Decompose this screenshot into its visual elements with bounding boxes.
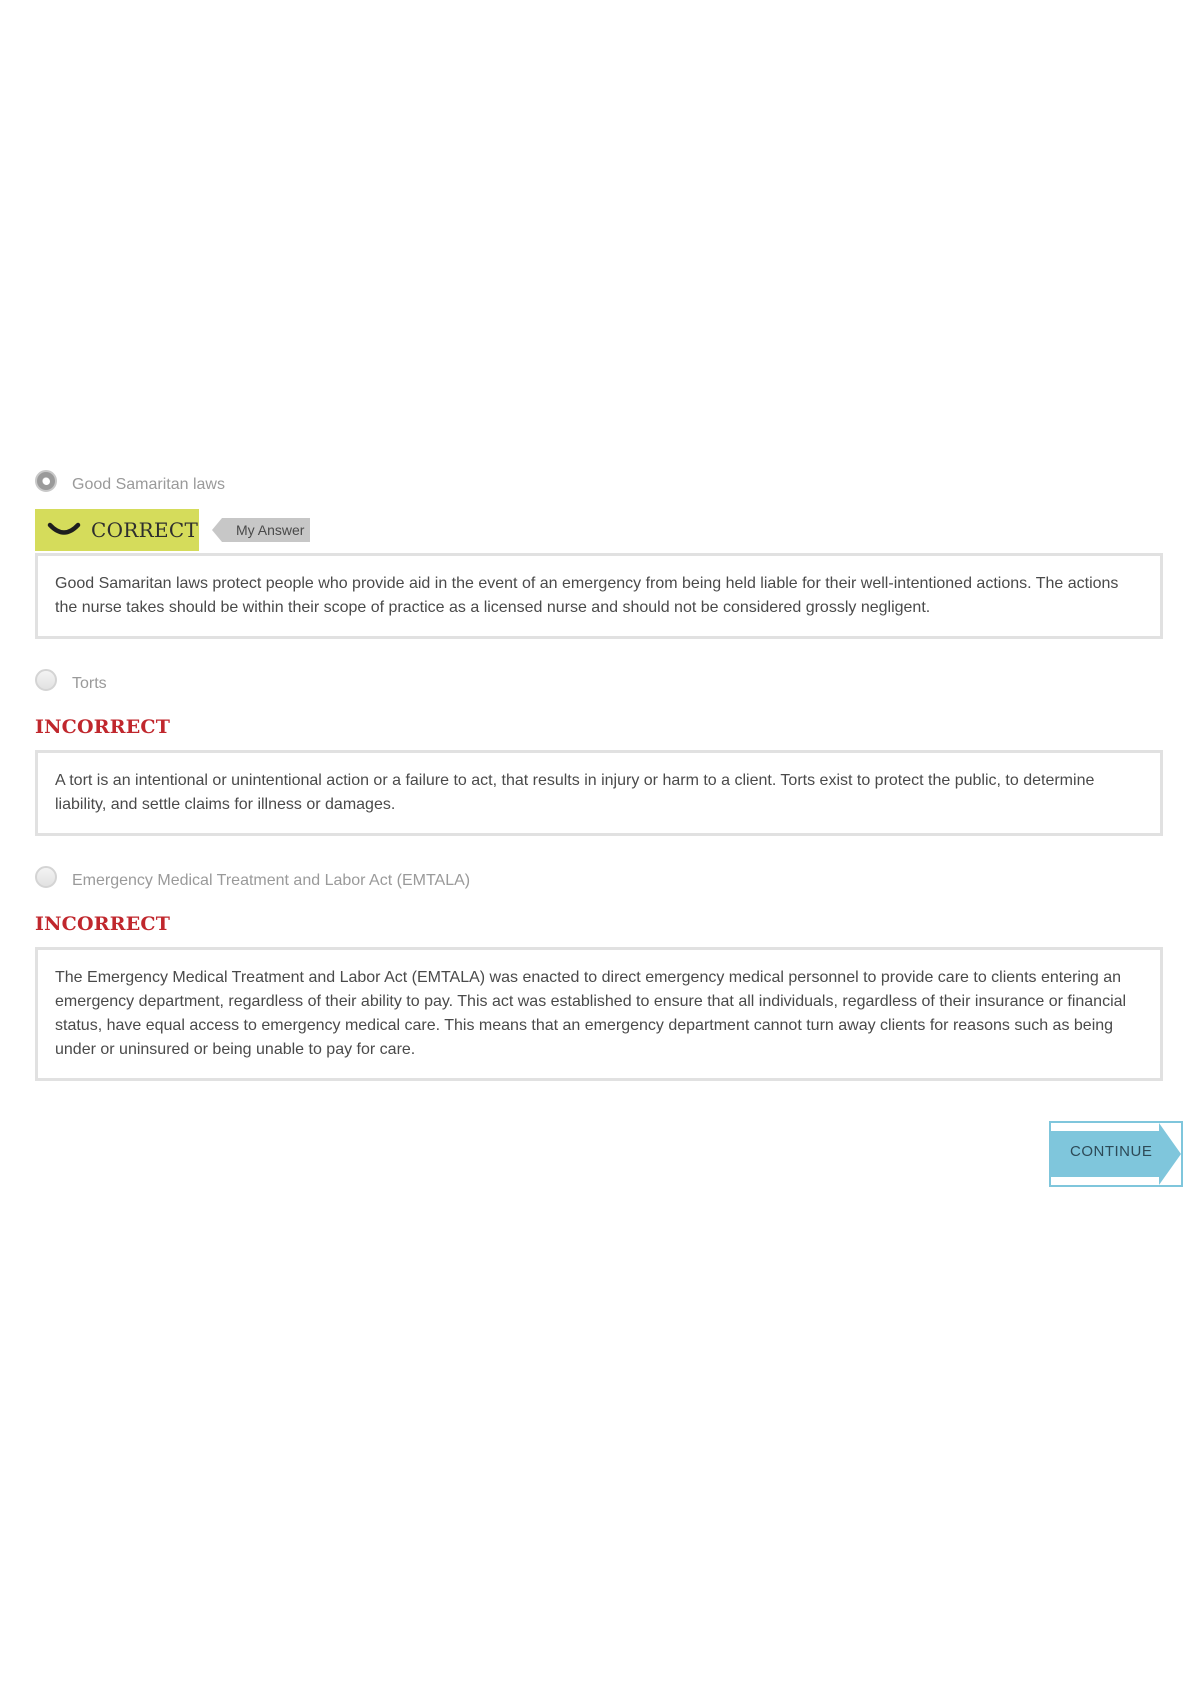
- answer-option-label: Emergency Medical Treatment and Labor Act (EMTALA): [72, 872, 471, 889]
- my-answer-label: My Answer: [222, 518, 310, 542]
- my-answer-tag: [212, 518, 310, 542]
- radio-selected-icon[interactable]: [35, 470, 57, 492]
- correct-label: CORRECT: [91, 518, 199, 542]
- correct-badge: [35, 509, 199, 551]
- incorrect-label-torts: INCORRECT: [35, 716, 171, 738]
- feedback-text: A tort is an intentional or unintentional action or a failure to act, that results in injury or harm to a client. Torts exist to protect the public, to determine liability, and settle claims for illness or damages.: [55, 772, 1095, 813]
- answer-option-label: Torts: [72, 675, 107, 692]
- continue-button[interactable]: [1049, 1121, 1183, 1187]
- smile-icon: [47, 520, 81, 540]
- feedback-box-emtala: [35, 947, 1163, 1081]
- answer-option-good-samaritan[interactable]: [35, 470, 225, 492]
- feedback-text: The Emergency Medical Treatment and Labor Act (EMTALA) was enacted to direct emergency medical personnel to provide care to clients entering an emergency department, regardless of their ability to pay. This act was established to ensure that all individuals, regardless of their insurance or financial status, have equal access to emergency medical care. This means that an emergency department cannot turn away clients for reasons such as being under or uninsured or being unable to pay for care.: [55, 969, 1127, 1058]
- feedback-box-good-samaritan: [35, 553, 1163, 639]
- radio-unselected-icon[interactable]: [35, 866, 57, 888]
- incorrect-label-emtala: INCORRECT: [35, 913, 171, 935]
- feedback-box-torts: [35, 750, 1163, 836]
- answer-option-torts[interactable]: [35, 669, 107, 691]
- radio-unselected-icon[interactable]: [35, 669, 57, 691]
- answer-option-emtala[interactable]: [35, 866, 470, 888]
- feedback-text: Good Samaritan laws protect people who provide aid in the event of an emergency from being held liable for their well-intentioned actions. The actions the nurse takes should be within their scope of practice as a licensed nurse and should not be considered grossly negligent.: [55, 575, 1119, 616]
- arrow-left-icon: [212, 518, 222, 542]
- continue-label: CONTINUE: [1070, 1143, 1153, 1160]
- answer-option-label: Good Samaritan laws: [72, 476, 225, 493]
